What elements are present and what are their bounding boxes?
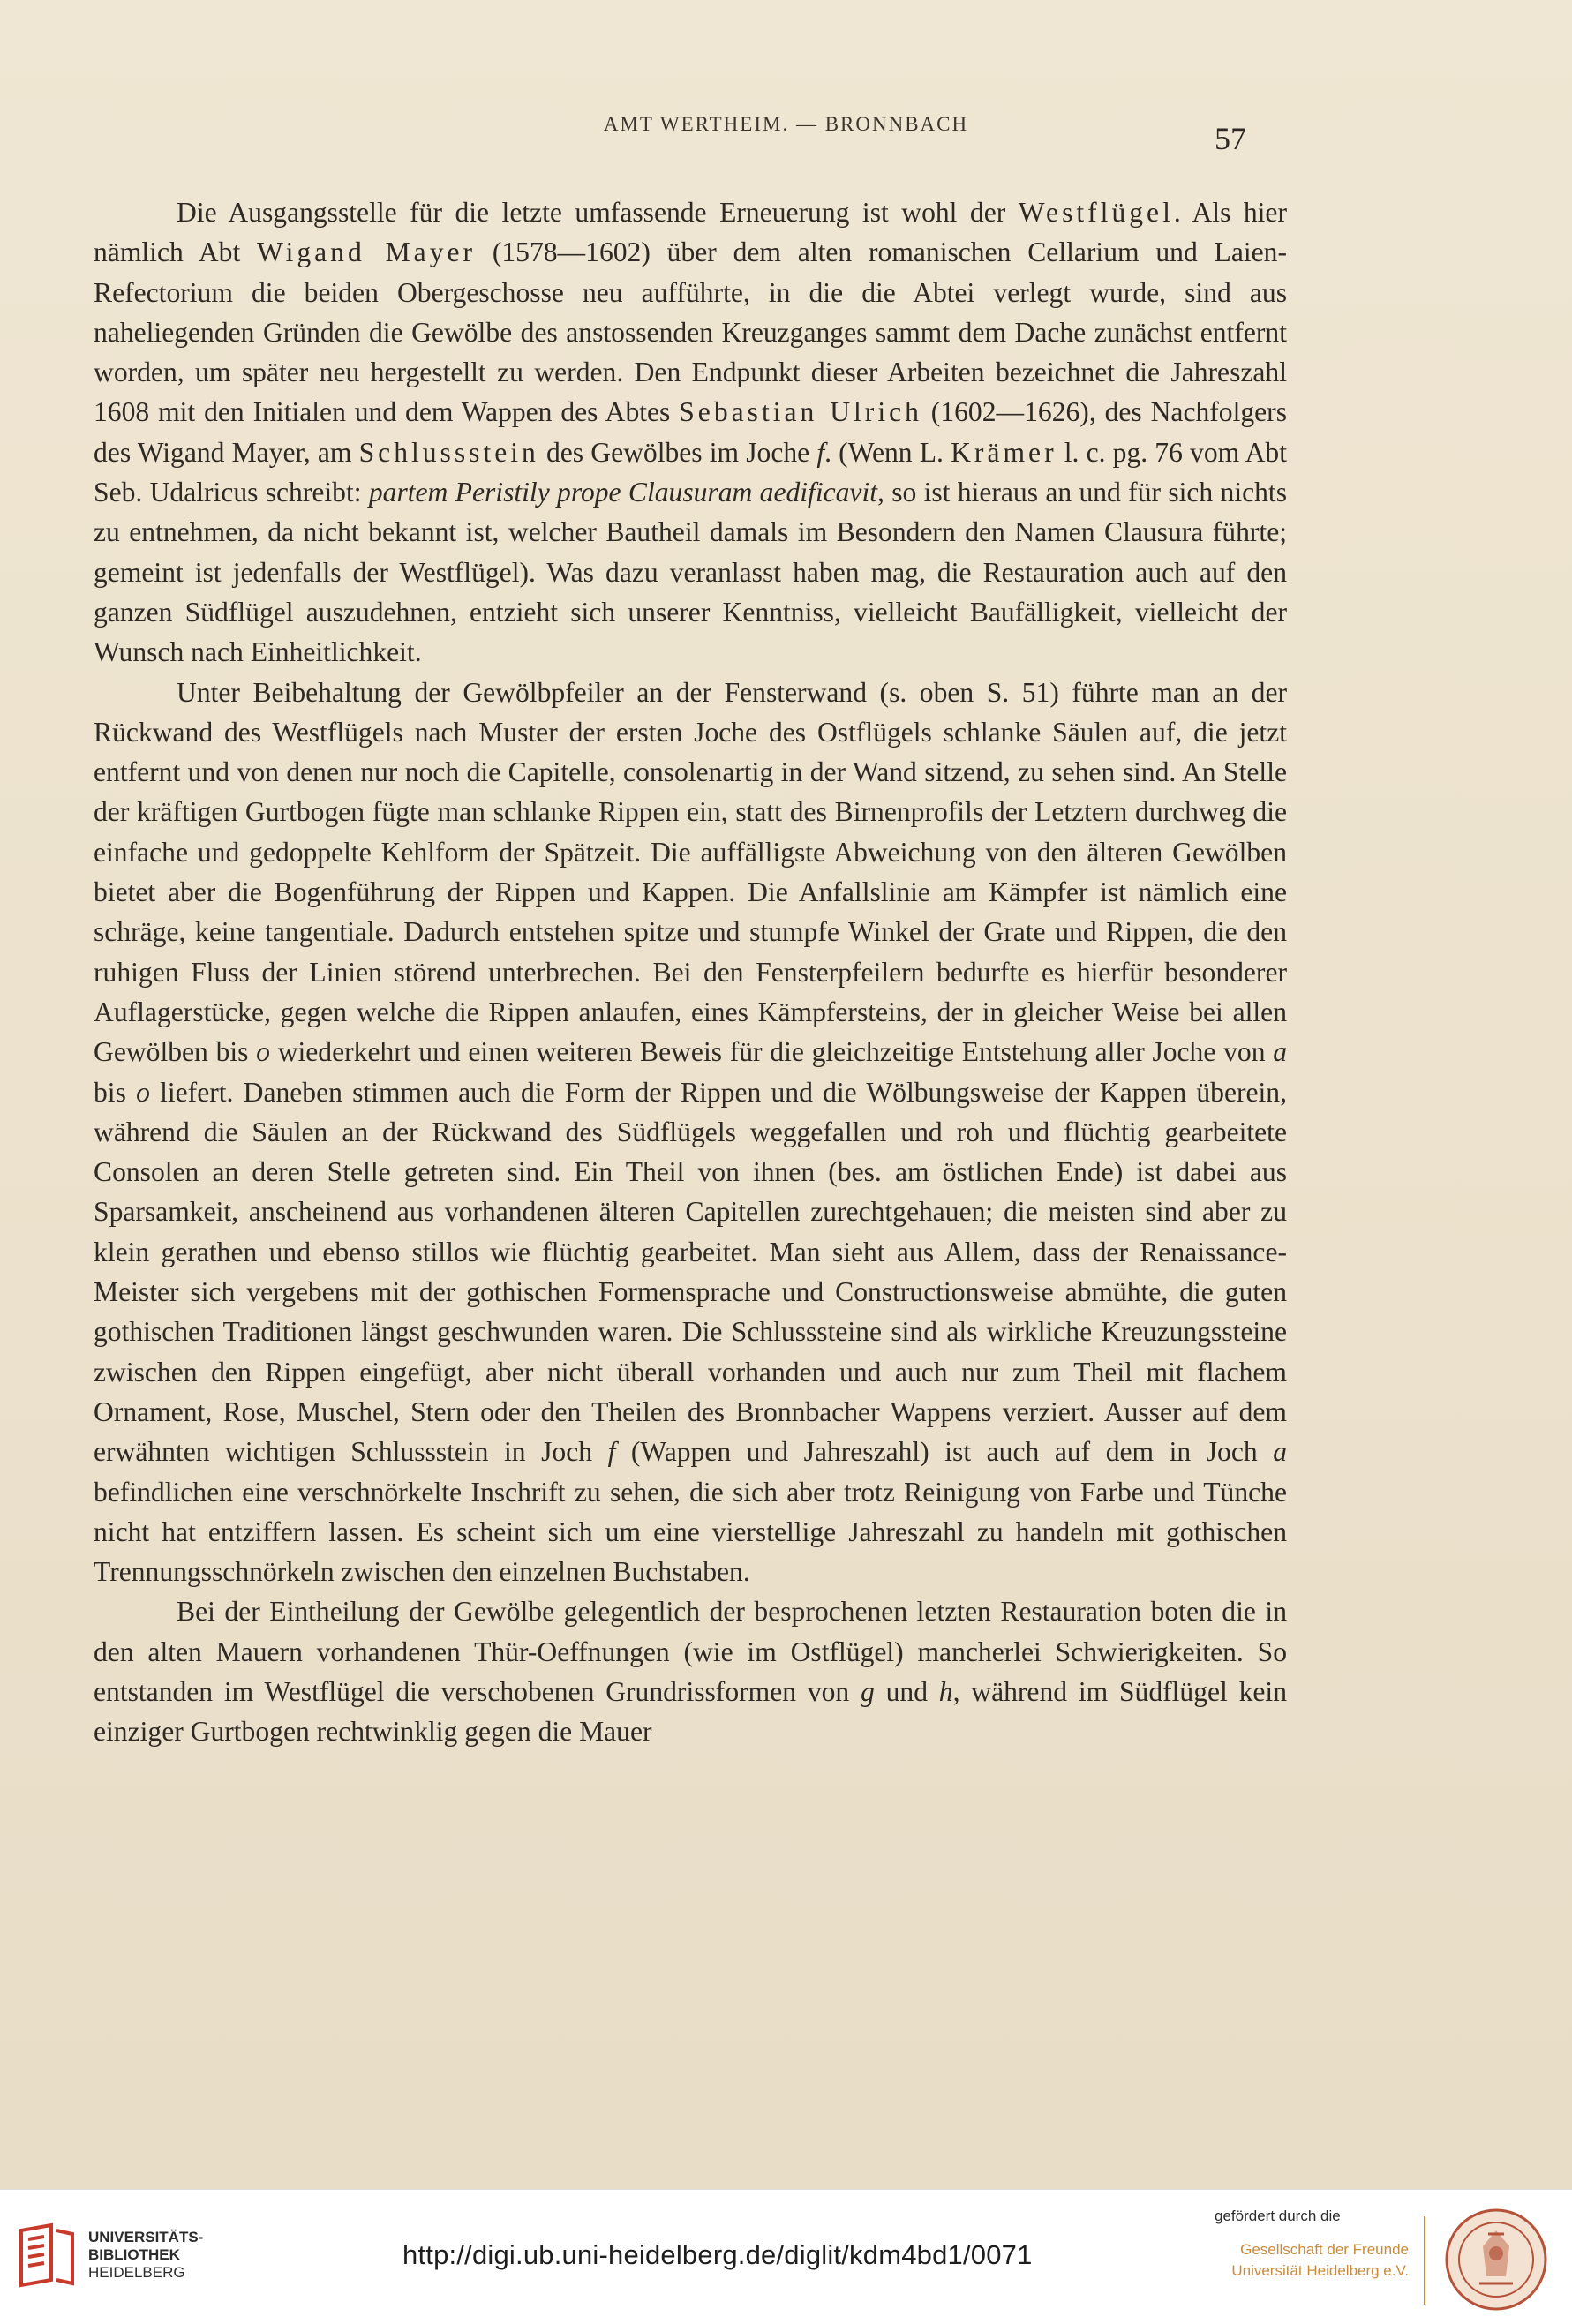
- running-head: AMT WERTHEIM. — BRONNBACH: [603, 113, 969, 135]
- university-seal-icon: [1444, 2207, 1548, 2312]
- text-run: (Wappen und Jahreszahl) ist auch auf dem in Joch: [615, 1436, 1274, 1468]
- spaced-name: Schlussstein: [358, 436, 539, 468]
- spaced-name: Krämer: [951, 436, 1057, 468]
- library-name: UNIVERSITÄTS- BIBLIOTHEK HEIDELBERG: [88, 2229, 204, 2281]
- sponsor-name: Gesellschaft der Freunde Universität Heidelberg e.V.: [1231, 2241, 1409, 2279]
- italic-text: o: [256, 1036, 270, 1068]
- text-run: l. c. pg. 76 vom Abt Seb. Udalricus schreibt:: [94, 436, 1288, 508]
- body-text: [94, 192, 1287, 1752]
- spaced-name: Wigand Mayer: [257, 237, 477, 268]
- footer-divider: [1424, 2216, 1425, 2305]
- digitization-footer: [0, 2189, 1572, 2324]
- text-run: Bei der Eintheilung der Gewölbe gelegentlich der besprochenen letzten Restauration boten die in den alten Mauern vorhandenen Thür-Oeffnungen (wie im Ostflügel) mancherlei Schwierigkeiten. So entstanden im Westflügel die verschobenen Grundrissformen von: [94, 1596, 1287, 1707]
- spaced-name: Westflügel: [1018, 197, 1174, 228]
- text-run: befindlichen eine verschnörkelte Inschrift zu sehen, die sich aber trotz Reinigung von Farbe und Tünche nicht hat entziffern lassen. Es scheint sich um eine vierstellige Jahreszahl zu handeln mit gothischen Trennungsschnörkeln zwischen den einzelnen Buchstaben.: [94, 1476, 1287, 1588]
- text-run: , so ist hieraus an und für sich nichts zu entnehmen, da nicht bekannt ist, welcher Bautheil damals im Besondern den Namen Clausura führte; gemeint ist jedenfalls der Westflügel). Was dazu veranlasst haben mag, die Restauration auch auf den ganzen Südflügel auszudehnen, entzieht sich unserer Kenntniss, vielleicht Baufälligkeit, vielleicht der Wunsch nach Einheitlichkeit.: [94, 477, 1287, 668]
- italic-text: g: [861, 1675, 875, 1707]
- spaced-name: Sebastian Ulrich: [679, 396, 922, 428]
- italic-text: o: [136, 1076, 150, 1108]
- italic-text: h: [938, 1675, 953, 1707]
- text-run: Unter Beibehaltung der Gewölbpfeiler an der Fensterwand (s. oben S. 51) führte man an der Rückwand des Westflügels nach Muster der ersten Joche des Ostflügels schlanke Säulen auf, die jetzt entfernt und von denen nur noch die Capitelle, consolenartig in der Wand sitzend, zu sehen sind. An Stelle der kräftigen Gurtbogen fügte man schlanke Rippen ein, statt des Birnenprofils der Letztern durchweg die einfache und gedoppelte Kehlform der Spätzeit. Die auffälligste Abweichung von den älteren Gewölben bietet aber die Bogenführung der Rippen und Kappen. Die Anfallslinie am Kämpfer ist nämlich eine schräge, keine tangentiale. Dadurch entstehen spitze und stumpfe Winkel der Grate und Rippen, die den ruhigen Fluss der Linien störend unterbrechen. Bei den Fensterpfeilern bedurfte es hierfür besonderer Auflagerstücke, gegen welche die Rippen anlaufen, eines Kämpfersteins, der in gleicher Weise bei allen Gewölben bis: [94, 676, 1287, 1068]
- text-run: . Als hier nämlich Abt: [94, 197, 1287, 268]
- text-run: liefert. Daneben stimmen auch die Form der Rippen und die Wölbungsweise der Kappen überein, während die Säulen an der Rückwand des Südflügels weggefallen und roh und flüchtig gearbeitete Consolen an deren Stelle getreten sind. Ein Theil von ihnen (bes. am östlichen Ende) ist dabei aus Sparsamkeit, anscheinend aus vorhandenen älteren Capitellen zurechtgehauen; die meisten sind aber zu klein gerathen und ebenso stillos wie flüchtig gearbeitet. Man sieht aus Allem, dass der Renaissance-Meister sich vergebens mit der gothischen Formensprache und Constructionsweise abmühte, die guten gothischen Traditionen längst geschwunden waren. Die Schlusssteine sind als wirkliche Kreuzungssteine zwischen den Rippen eingefügt, aber nicht überall vorhanden und auch nur zum Theil mit flachem Ornament, Rose, Muschel, Stern oder den Theilen des Bronnbacher Wappens verziert. Ausser auf dem erwähnten wichtigen Schlussstein in Joch: [94, 1076, 1287, 1468]
- text-run: , während im Südflügel kein einziger Gurtbogen rechtwinklig gegen die Mauer: [94, 1675, 1288, 1748]
- paragraph: [94, 1591, 1287, 1751]
- paragraph: [94, 192, 1287, 673]
- text-run: . (Wenn L.: [824, 436, 951, 468]
- italic-text: partem Peristily prope Clausuram aedificavit: [368, 477, 877, 508]
- text-run: bis: [94, 1076, 137, 1108]
- italic-text: a: [1273, 1036, 1288, 1068]
- text-run: wiederkehrt und einen weiteren Beweis für die gleichzeitige Entstehung aller Joche von: [269, 1036, 1274, 1068]
- page-number: 57: [1215, 121, 1246, 156]
- sponsor-label: gefördert durch die: [1215, 2207, 1341, 2224]
- italic-text: f: [607, 1436, 616, 1468]
- italic-text: f: [816, 436, 825, 468]
- text-run: und: [874, 1675, 939, 1707]
- library-logo-icon: [16, 2222, 78, 2289]
- text-run: Die Ausgangsstelle für die letzte umfassende Erneuerung ist wohl der: [177, 197, 1019, 228]
- paragraph: [94, 673, 1287, 1592]
- text-run: (1602—1626), des Nachfolgers des Wigand Mayer, am: [94, 396, 1288, 468]
- text-run: (1578—1602) über dem alten romanischen Cellarium und Laien-Refectorium die beiden Obergeschosse neu aufführte, in die die Abtei verlegt wurde, sind aus naheliegenden Gründen die Gewölbe des anstossenden Kreuzganges sammt dem Dache zunächst entfernt worden, um später neu hergestellt zu werden. Den Endpunkt dieser Arbeiten bezeichnet die Jahreszahl 1608 mit den Initialen und dem Wappen des Abtes: [94, 237, 1288, 428]
- text-run: des Gewölbes im Joche: [538, 436, 817, 468]
- digital-copy-link[interactable]: http://digi.ub.uni-heidelberg.de/diglit/kdm4bd1/0071: [402, 2239, 1033, 2270]
- italic-text: a: [1273, 1436, 1287, 1468]
